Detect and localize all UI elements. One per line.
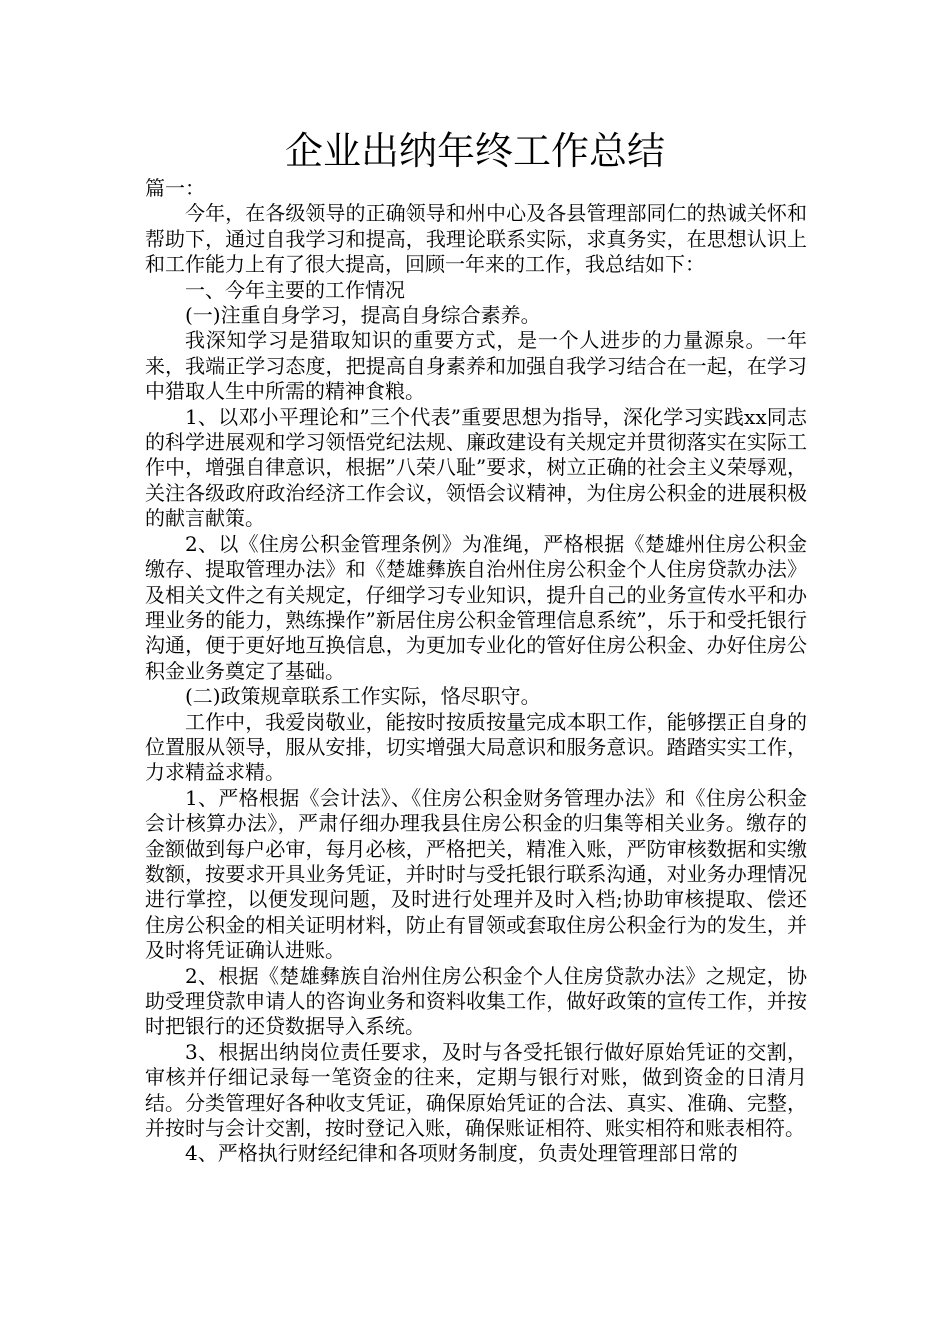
paragraph-duty-item-4: 4、严格执行财经纪律和各项财务制度，负责处理管理部日常的 bbox=[185, 1141, 738, 1166]
document-body bbox=[145, 176, 807, 1167]
section-label: 篇一： bbox=[145, 176, 205, 200]
paragraph-duty-item-2: 2、根据《楚雄彝族自治州住房公积金个人住房贷款办法》之规定，协助受理贷款申请人的咨询业务和资料收集工作，做好政策的宣传工作，并按时把银行的还贷数据导入系统。 bbox=[145, 963, 807, 1039]
subheading-study: (一)注重自身学习，提高自身综合素养。 bbox=[185, 303, 541, 328]
paragraph-study: 我深知学习是猎取知识的重要方式，是一个人进步的力量源泉。一年来，我端正学习态度，把提高自身素养和加强自我学习结合在一起，在学习中猎取人生中所需的精神食粮。 bbox=[145, 328, 807, 404]
document-title: 企业出纳年终工作总结 bbox=[284, 129, 665, 173]
paragraph-study-item-1: 1、以邓小平理论和”三个代表”重要思想为指导，深化学习实践xx同志的科学进展观和学习领悟党纪法规、廉政建设有关规定并贯彻落实在实际工作中，增强自律意识，根据”八荣八耻”要求，树立正确的社会主义荣辱观，关注各级政府政治经济工作会议，领悟会议精神，为住房公积金的进展积极的献言献策。 bbox=[145, 404, 807, 531]
paragraph-intro: 今年，在各级领导的正确领导和州中心及各县管理部同仁的热诚关怀和帮助下，通过自我学习和提高，我理论联系实际，求真务实，在思想认识上和工作能力上有了很大提高，回顾一年来的工作，我总结如下： bbox=[145, 201, 807, 277]
subheading-duty: (二)政策规章联系工作实际，恪尽职守。 bbox=[185, 684, 541, 709]
paragraph-duty-item-3: 3、根据出纳岗位责任要求，及时与各受托银行做好原始凭证的交割，审核并仔细记录每一笔资金的往来，定期与银行对账，做到资金的日清月结。分类管理好各种收支凭证，确保原始凭证的合法、真实、准确、完整，并按时与会计交割，按时登记入账，确保账证相符、账实相符和账表相符。 bbox=[145, 1039, 807, 1141]
heading-main-work: 一、今年主要的工作情况 bbox=[185, 277, 405, 302]
paragraph-duty: 工作中，我爱岗敬业，能按时按质按量完成本职工作，能够摆正自身的位置服从领导，服从安排，切实增强大局意识和服务意识。踏踏实实工作，力求精益求精。 bbox=[145, 709, 807, 785]
paragraph-duty-item-1: 1、严格根据《会计法》、《住房公积金财务管理办法》和《住房公积金会计核算办法》，严肃仔细办理我县住房公积金的归集等相关业务。缴存的金额做到每户必审，每月必核，严格把关，精准入账，严防审核数据和实缴数额，按要求开具业务凭证，并时时与受托银行联系沟通，对业务办理情况进行掌控，以便发现问题，及时进行处理并及时入档;协助审核提取、偿还住房公积金的相关证明材料，防止有冒领或套取住房公积金行为的发生，并及时将凭证确认进账。 bbox=[145, 785, 807, 963]
paragraph-study-item-2: 2、以《住房公积金管理条例》为准绳，严格根据《楚雄州住房公积金缴存、提取管理办法》和《楚雄彝族自治州住房公积金个人住房贷款办法》及相关文件之有关规定，仔细学习专业知识，提升自己的业务宣传水平和办理业务的能力，熟练操作”新居住房公积金管理信息系统”，乐于和受托银行沟通，便于更好地互换信息，为更加专业化的管好住房公积金、办好住房公积金业务奠定了基础。 bbox=[145, 531, 807, 683]
